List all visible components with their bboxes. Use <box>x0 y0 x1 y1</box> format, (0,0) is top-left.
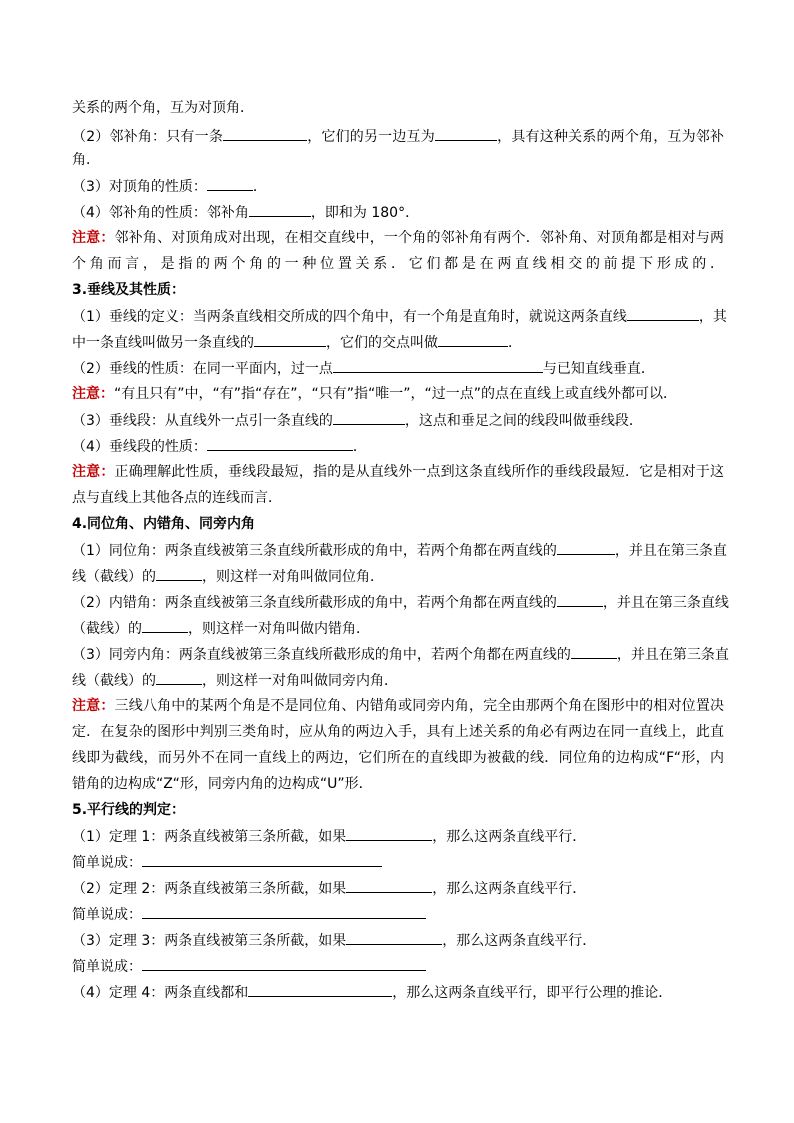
fill-in-blank[interactable] <box>435 126 497 141</box>
text-run: ，那么这两条直线平行． <box>432 829 587 845</box>
fill-in-blank[interactable] <box>571 644 617 659</box>
text-run: 线（截线）的 <box>72 569 156 585</box>
text-line <box>72 566 384 587</box>
text-run: ，那么这两条直线平行． <box>442 933 597 949</box>
text-line <box>72 800 185 820</box>
text-run: ，则这样一对角叫做内错角． <box>188 621 370 637</box>
section-heading: 5.平行线的判定： <box>72 802 186 818</box>
text-run: 简单说成： <box>72 959 142 975</box>
fill-in-blank[interactable] <box>248 982 392 997</box>
fill-in-blank[interactable] <box>438 332 508 347</box>
fill-in-blank[interactable] <box>207 176 253 191</box>
text-line <box>72 410 643 431</box>
text-run: 线（截线）的 <box>72 673 156 689</box>
note-label: 注意： <box>72 464 115 480</box>
text-line <box>72 982 672 1003</box>
text-line <box>72 462 724 482</box>
text-run: ． <box>252 179 267 195</box>
text-run: （2）垂线的性质：在同一平面内，过一点 <box>72 361 333 377</box>
text-line <box>72 826 586 847</box>
fill-in-blank[interactable] <box>142 618 188 633</box>
text-run: （1）同位角：两条直线被第三条直线所截形成的角中，若两个角都在两直线的 <box>72 543 557 559</box>
text-run: ，即和为 180°． <box>310 205 420 221</box>
text-line <box>72 878 586 899</box>
text-run: ，其 <box>698 309 727 325</box>
text-line <box>72 774 373 794</box>
fill-in-blank[interactable] <box>333 358 543 373</box>
text-run: 与已知直线垂直． <box>542 361 655 377</box>
text-run: 定．在复杂的图形中判别三类角时，应从角的两边入手，具有上述关系的角必有两边在同一直线上，此直 <box>72 724 724 740</box>
text-run: ． <box>352 439 367 455</box>
section-heading: 4.同位角、内错角、同旁内角 <box>72 516 256 532</box>
fill-in-blank[interactable] <box>557 592 603 607</box>
text-line <box>72 150 100 170</box>
text-line <box>72 306 727 327</box>
text-line <box>72 358 655 379</box>
text-line <box>72 722 724 742</box>
text-run: ，那么这两条直线平行，即平行公理的推论． <box>392 985 673 1001</box>
text-run: ，则这样一对角叫做同旁内角． <box>202 673 398 689</box>
fill-in-blank[interactable] <box>142 904 426 919</box>
text-run: 角． <box>72 152 100 168</box>
text-line <box>72 540 727 561</box>
fill-in-blank[interactable] <box>156 670 202 685</box>
text-line <box>72 696 724 716</box>
text-line <box>72 280 185 300</box>
fill-in-blank[interactable] <box>249 202 311 217</box>
text-line <box>72 176 267 197</box>
fill-in-blank[interactable] <box>223 126 307 141</box>
text-line <box>72 332 522 353</box>
text-run: （2）内错角：两条直线被第三条直线所截形成的角中，若两个角都在两直线的 <box>72 595 557 611</box>
fill-in-blank[interactable] <box>627 306 699 321</box>
text-line <box>72 228 724 248</box>
text-run: 关系的两个角，互为对顶角． <box>72 100 254 116</box>
fill-in-blank[interactable] <box>346 826 432 841</box>
fill-in-blank[interactable] <box>346 930 442 945</box>
text-line <box>72 930 596 951</box>
text-line <box>72 618 370 639</box>
text-run: ，它们的另一边互为 <box>307 129 435 145</box>
text-run: （3）对顶角的性质： <box>72 179 207 195</box>
text-run: 个角而言，是指的两个角的一种位置关系．它们都是在两直线相交的前提下形成的． <box>72 256 724 272</box>
note-label: 注意： <box>72 230 115 246</box>
text-run: 简单说成： <box>72 907 142 923</box>
fill-in-blank[interactable] <box>142 956 426 971</box>
text-run: ，具有这种关系的两个角，互为邻补 <box>496 129 724 145</box>
text-run: ，并且在第三条直 <box>616 647 729 663</box>
text-line <box>72 956 426 977</box>
text-line <box>72 436 367 457</box>
text-line <box>72 98 254 118</box>
text-run: ，并且在第三条直 <box>614 543 727 559</box>
fill-in-blank[interactable] <box>333 410 405 425</box>
text-run: ，并且在第三条直线 <box>602 595 729 611</box>
text-run: 中一条直线叫做另一条直线的 <box>72 335 254 351</box>
section-heading: 3.垂线及其性质： <box>72 282 186 298</box>
text-run: （4）邻补角的性质：邻补角 <box>72 205 249 221</box>
text-run: （2）邻补角：只有一条 <box>72 129 224 145</box>
text-run: 三线八角中的某两个角是不是同位角、内错角或同旁内角，完全由那两个角在图形中的相对位置决 <box>114 698 725 714</box>
text-line <box>72 592 729 613</box>
text-line <box>72 644 729 665</box>
text-line <box>72 384 677 404</box>
note-label: 注意： <box>72 386 114 402</box>
text-run: ，那么这两条直线平行． <box>432 881 587 897</box>
text-run: 简单说成： <box>72 855 142 871</box>
text-run: （2）定理 2：两条直线被第三条所截，如果 <box>72 881 347 897</box>
text-run: 点与直线上其他各点的连线而言． <box>72 490 282 506</box>
note-label: 注意： <box>72 698 115 714</box>
text-run: 邻补角、对顶角成对出现，在相交直线中，一个角的邻补角有两个．邻补角、对顶角都是相对与两 <box>114 230 725 246</box>
text-run: ，它们的交点叫做 <box>326 335 438 351</box>
text-line <box>72 202 419 223</box>
text-line <box>72 514 255 534</box>
text-run: （1）定理 1：两条直线被第三条所截，如果 <box>72 829 347 845</box>
text-run: （1）垂线的定义：当两条直线相交所成的四个角中，有一个角是直角时，就说这两条直线 <box>72 309 627 325</box>
text-run: （3）定理 3：两条直线被第三条所截，如果 <box>72 933 347 949</box>
text-line <box>72 488 282 508</box>
fill-in-blank[interactable] <box>207 436 353 451</box>
text-run: （4）定理 4：两条直线都和 <box>72 985 249 1001</box>
text-run: “有且只有”中，“有”指“存在”，“只有”指“唯一”，“过一点”的点在直线上或直线外都可以． <box>114 386 678 402</box>
text-run: （截线）的 <box>72 621 142 637</box>
text-run: ． <box>508 335 522 351</box>
text-line <box>72 670 398 691</box>
text-line <box>72 904 426 925</box>
text-run: 线即为截线，而另外不在同一直线上的两边，它们所在的直线即为被截的线．同位角的边构成“F“形，内 <box>72 750 724 766</box>
text-line <box>72 852 382 873</box>
text-run: ，则这样一对角叫做同位角． <box>202 569 384 585</box>
fill-in-blank[interactable] <box>156 566 202 581</box>
text-line <box>72 254 724 274</box>
text-line <box>72 126 724 147</box>
fill-in-blank[interactable] <box>557 540 615 555</box>
text-run: ，这点和垂足之间的线段叫做垂线段． <box>404 413 643 429</box>
fill-in-blank[interactable] <box>142 852 382 867</box>
text-run: 正确理解此性质，垂线段最短，指的是从直线外一点到这条直线所作的垂线段最短．它是相对于这 <box>114 464 725 480</box>
text-run: 错角的边构成“Z“形，同旁内角的边构成“U”形． <box>72 776 373 792</box>
text-run: （3）同旁内角：两条直线被第三条直线所截形成的角中，若两个角都在两直线的 <box>72 647 571 663</box>
text-run: （4）垂线段的性质： <box>72 439 207 455</box>
text-run: （3）垂线段：从直线外一点引一条直线的 <box>72 413 333 429</box>
fill-in-blank[interactable] <box>346 878 432 893</box>
fill-in-blank[interactable] <box>254 332 326 347</box>
text-line <box>72 748 724 768</box>
